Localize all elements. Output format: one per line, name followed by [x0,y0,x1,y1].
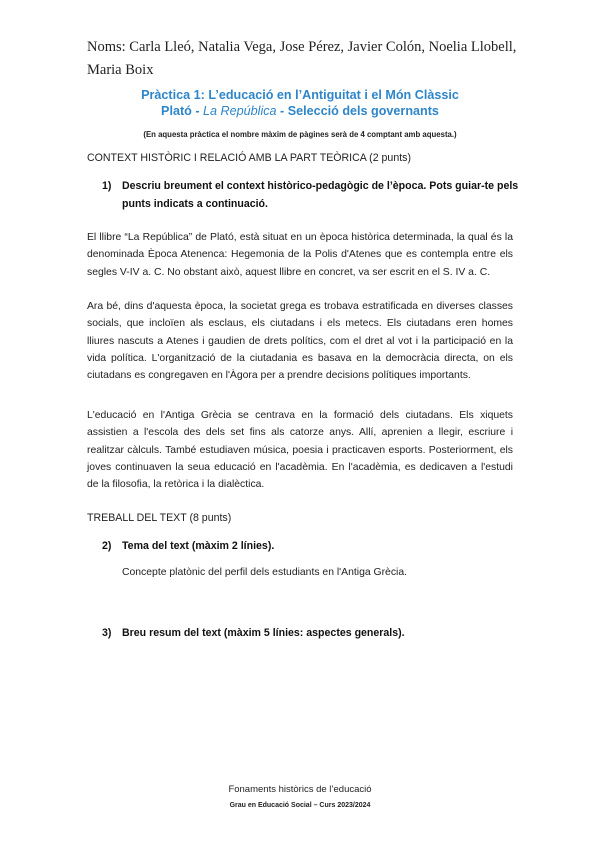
question-number: 1) [102,180,112,192]
paragraph: Ara bé, dins d'aquesta època, la societat grega es trobava estratificada en diverses classes socials, que incloïen als esclaus, els ciutadans i els metecs. Els ciutadans eren homes lliures nascuts a Atenes i gaudien de drets polítics, com el dret al vot i la participació en la vida política. L'organització de la ciutadania es basava en la democràcia directa, on els ciutadans es congregaven en l'Àgora per a prendre decisions polítiques importants. [87,301,513,382]
question-1 [102,177,522,213]
document-title: Pràctica 1: L’educació en l’Antiguitat i el Món Clàssic [141,88,459,102]
paragraph: El llibre “La República” de Plató, està situat en un època històrica determinada, la qual és la denominada Època Atenenca: Hegemonia de la Polis d'Atenes que es contempla entre els segles V-IV a. C. No obstant això, aquest llibre en concret, va ser escrit en el S. IV a. C. [87,232,513,278]
question-text: Tema del text (màxim 2 línies). [122,540,275,552]
subtitle-suffix: - Selecció dels governants [276,104,439,118]
student-names: Noms: Carla Lleó, Natalia Vega, Jose Pérez, Javier Colón, Noelia Llobell, Maria Boix [87,39,517,78]
page-limit-note: (En aquesta pràctica el nombre màxim de pàgines serà de 4 comptant amb aquesta.) [143,130,457,139]
subtitle-prefix: Plató - [161,104,204,118]
question-number: 3) [102,627,112,639]
question-text: Descriu breument el context històrico-pedagògic de l’època. Pots guiar-te pels punts indicats a continuació. [122,180,519,210]
question-text: Breu resum del text (màxim 5 línies: aspectes generals). [122,627,405,639]
subtitle-book: La República [203,104,277,118]
footer-course: Fonaments històrics de l’educació [228,784,372,795]
section-heading-text-work: TREBALL DEL TEXT (8 punts) [87,512,232,524]
answer-2: Concepte platònic del perfil dels estudiants en l'Antiga Grècia. [122,567,408,578]
question-2 [102,537,522,555]
paragraph: L'educació en l'Antiga Grècia se centrava en la formació dels ciutadans. Els xiquets assistien a l'escola des dels set fins als catorze anys. Allí, aprenien a llegir, escriure i realitzar càlculs. També estudiaven música, poesia i practicaven esports. Posteriorment, els joves continuaven la seua educació en l'acadèmia. En l'acadèmia, es dedicaven a l'estudi de la filosofia, la retòrica i la dialèctica. [87,410,513,491]
question-number: 2) [102,540,112,552]
footer-degree: Grau en Educació Social – Curs 2023/2024 [229,802,371,809]
document-subtitle [0,103,600,119]
section-heading-context: CONTEXT HISTÒRIC I RELACIÓ AMB LA PART TEÒRICA (2 punts) [87,152,411,164]
question-3 [102,624,522,642]
